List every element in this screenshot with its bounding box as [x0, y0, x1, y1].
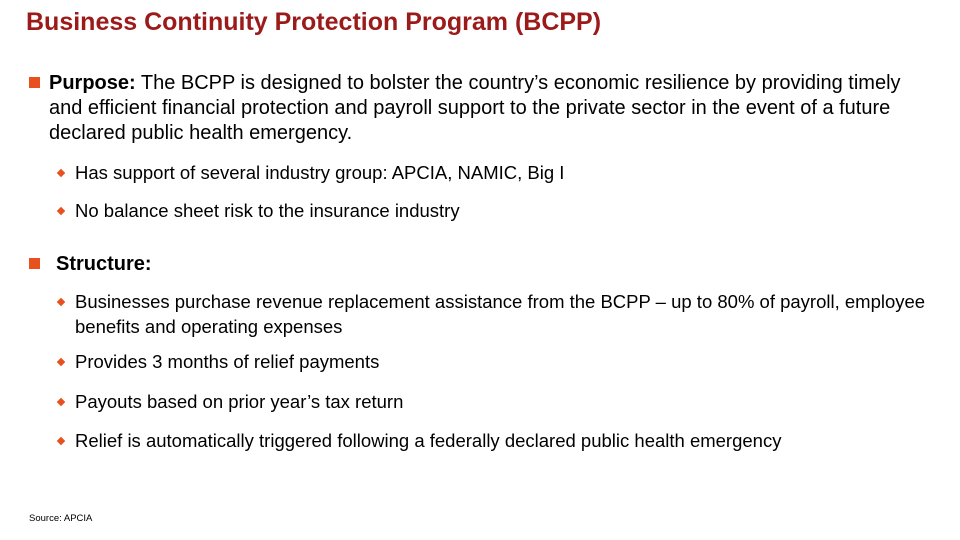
source-note: Source: APCIA: [29, 513, 93, 524]
sub-bullet-text: Payouts based on prior year’s tax return: [75, 391, 404, 412]
bullet-purpose-body: The BCPP is designed to bolster the country’s economic resilience by providing timely and efficient financial protection and payroll support to the private sector in the event of a future declared public health emergency.: [49, 72, 901, 144]
sub-bullet-text: Businesses purchase revenue replacement assistance from the BCPP – up to 80% of payroll, employee benefits and operating expenses: [75, 291, 926, 337]
bullet-purpose-text: [49, 71, 929, 146]
sub-bullet-text: Provides 3 months of relief payments: [75, 351, 380, 372]
diamond-bullet-icon: [57, 398, 65, 406]
diamond-bullet-icon: [57, 358, 65, 366]
slide-title: Business Continuity Protection Program (BCPP): [26, 8, 602, 36]
sub-bullet-text: No balance sheet risk to the insurance industry: [75, 200, 460, 221]
bullet-purpose-label: Purpose:: [49, 72, 136, 94]
square-bullet-icon: [29, 258, 40, 269]
diamond-bullet-icon: [57, 169, 65, 177]
square-bullet-icon: [29, 77, 40, 88]
diamond-bullet-icon: [57, 207, 65, 215]
bullet-structure-text: [56, 252, 936, 277]
sub-bullet-text: Relief is automatically triggered following a federally declared public health emergency: [75, 430, 782, 451]
diamond-bullet-icon: [57, 437, 65, 445]
sub-bullet-text: Has support of several industry group: APCIA, NAMIC, Big I: [75, 162, 565, 183]
bullet-structure-label: Structure:: [56, 253, 152, 275]
diamond-bullet-icon: [57, 298, 65, 306]
